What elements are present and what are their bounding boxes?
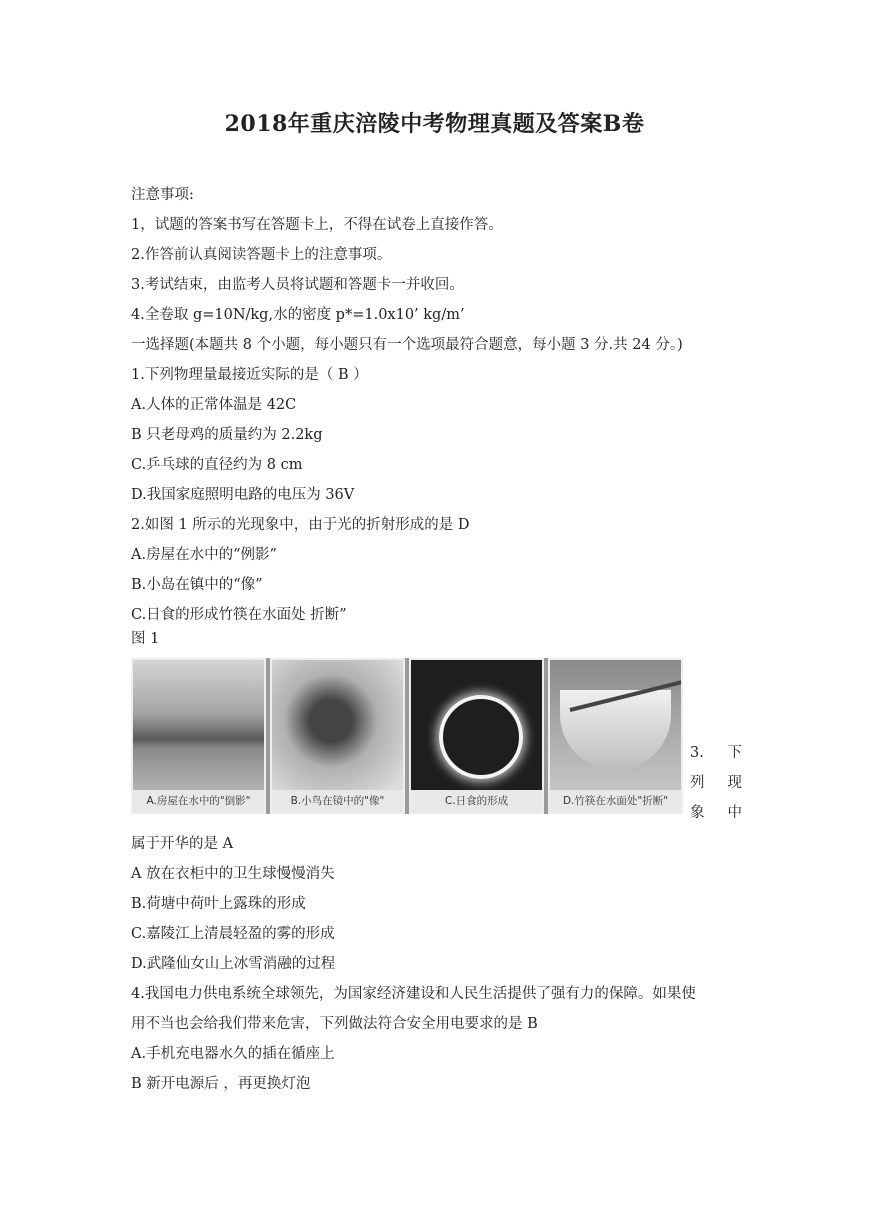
figure-caption: C.日食的形成 xyxy=(411,790,542,812)
option: D.武隆仙女山上冰雪消融的过程 xyxy=(131,956,336,972)
option: C.乒乓球的直径约为 8 cm xyxy=(131,457,303,473)
side-text-row xyxy=(690,768,742,798)
option: B.荷塘中荷叶上露珠的形成 xyxy=(131,896,306,912)
side-char: 下 xyxy=(727,745,742,761)
option: D.我国家庭照明电路的电压为 36V xyxy=(131,487,355,503)
figure-label: 图 1 xyxy=(131,631,160,647)
option: B.小岛在镇中的“像” xyxy=(131,577,263,593)
side-text-row xyxy=(690,798,742,828)
option: A.房屋在水中的“例影” xyxy=(131,547,277,563)
eclipse-ring xyxy=(439,695,523,779)
side-text-row xyxy=(690,738,742,768)
option: C.日食的形成竹筷在水面处 折断” xyxy=(131,607,347,623)
text-line: 1，试题的答案书写在答题卡上，不得在试卷上直接作答。 xyxy=(131,217,503,233)
figure-1-image xyxy=(131,658,683,814)
side-char: 现 xyxy=(727,775,742,791)
instructions-and-questions xyxy=(131,180,741,630)
side-char: 列 xyxy=(690,775,705,791)
option: A.手机充电器水久的插在循座上 xyxy=(131,1046,335,1062)
bird-mirror-photo xyxy=(270,658,405,814)
text-line: 注意事项: xyxy=(131,187,194,203)
option: C.嘉陵江上清晨轻盈的雾的形成 xyxy=(131,926,335,942)
chopsticks-in-water-photo xyxy=(548,658,683,814)
side-char: 象 xyxy=(690,805,705,821)
question-4: 4.我国电力供电系统全球领先，为国家经济建设和人民生活提供了强有力的保障。如果使 xyxy=(131,986,696,1002)
wrapped-question-3-text xyxy=(690,738,742,828)
option: A 放在衣柜中的卫生球慢慢消失 xyxy=(131,866,335,882)
figure-caption: A.房屋在水中的"倒影" xyxy=(133,790,264,812)
bowl-shape xyxy=(560,690,671,770)
questions-continued xyxy=(131,829,741,1099)
option: B 只老母鸡的质量约为 2.2kg xyxy=(131,427,323,443)
question-2: 2.如图 1 所示的光现象中，由于光的折射形成的是 D xyxy=(131,517,470,533)
section-heading: 一选择题(本题共 8 个小题，每小题只有一个选项最符合题意，每小题 3 分.共 24 分。) xyxy=(131,337,683,353)
text-line: 3.考试结束，由监考人员将试题和答题卡一并收回。 xyxy=(131,277,464,293)
question-4-cont: 用不当也会给我们带来危害，下列做法符合安全用电要求的是 B xyxy=(131,1016,538,1032)
question-3-tail: 属于开华的是 A xyxy=(131,836,234,852)
text-line: 4.全卷取 g=10N/kg,水的密度 p*=1.0x10’ kg/m’ xyxy=(131,307,465,323)
option: A.人体的正常体温是 42C xyxy=(131,397,297,413)
question-1: 1.下列物理量最接近实际的是（ B ） xyxy=(131,367,368,383)
house-reflection-photo xyxy=(131,658,266,814)
side-char: 中 xyxy=(727,805,742,821)
figure-caption: D.竹筷在水面处"折断" xyxy=(550,790,681,812)
figure-caption: B.小鸟在镜中的"像" xyxy=(272,790,403,812)
solar-eclipse-photo xyxy=(409,658,544,814)
text-line: 2.作答前认真阅读答题卡上的注意事项。 xyxy=(131,247,392,263)
option: B 新开电源后 ，再更换灯泡 xyxy=(131,1076,311,1092)
side-char: 3. xyxy=(690,745,704,761)
document-title: 2018年重庆涪陵中考物理真题及答案B卷 xyxy=(224,111,645,137)
